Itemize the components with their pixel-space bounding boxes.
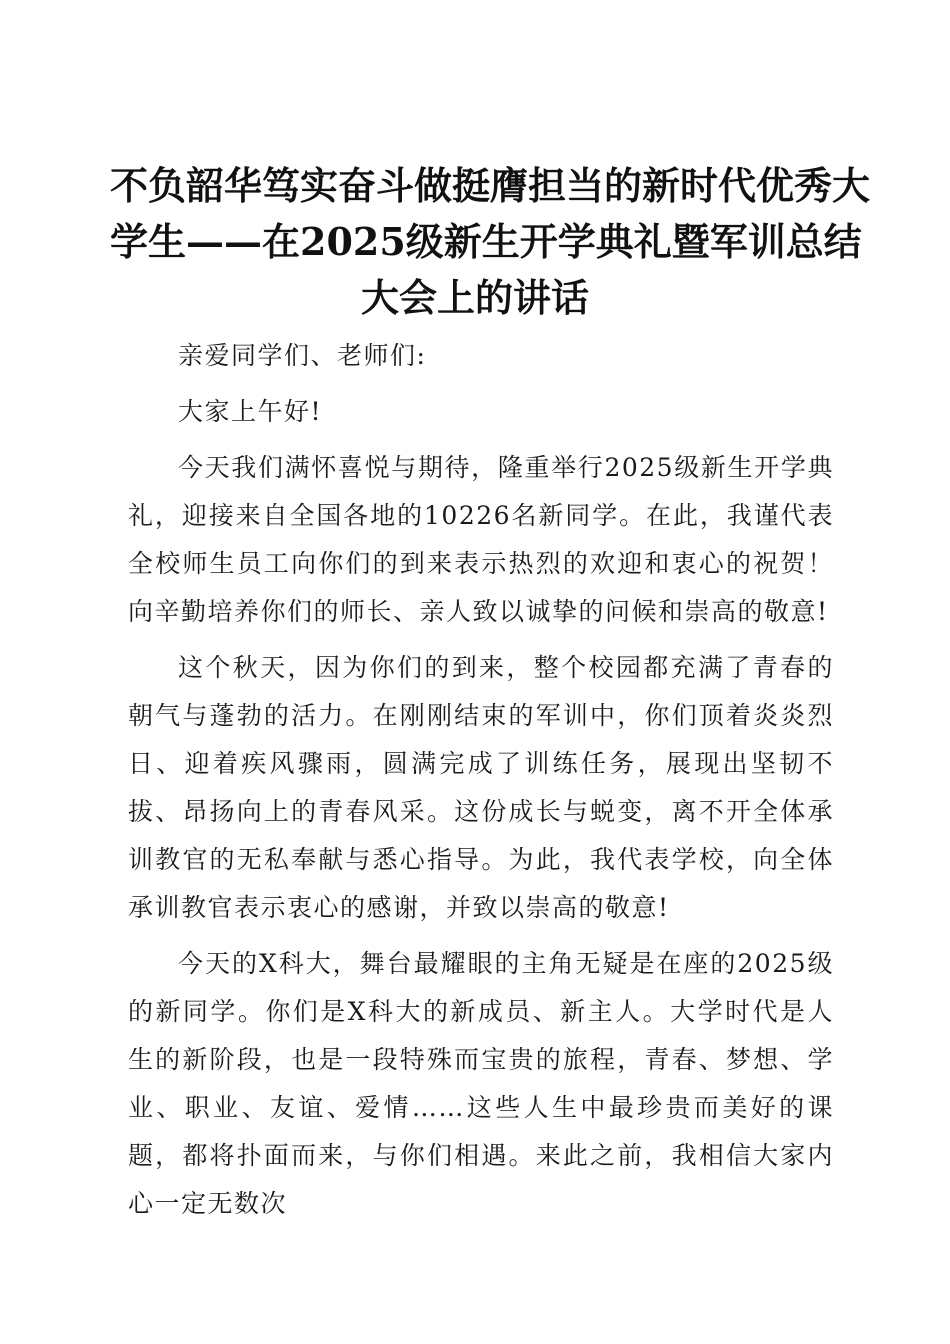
salutation: 大家上午好! xyxy=(178,397,323,426)
title-line-3: 大会上的讲话 xyxy=(360,275,589,320)
document-title xyxy=(110,158,871,326)
greeting: 亲爱同学们、老师们: xyxy=(178,341,427,370)
paragraph-2: 这个秋天，因为你们的到来，整个校园都充满了青春的朝气与蓬勃的活力。在刚刚结束的军训中，你们顶着炎炎烈日、迎着疾风骤雨，圆满完成了训练任务，展现出坚韧不拔、昂扬向上的青春风采。这份成长与蜕变，离不开全体承训教官的无私奉献与悉心指导。为此，我代表学校，向全体承训教官表示衷心的感谢，并致以崇高的敬意! xyxy=(128,653,834,922)
paragraph-1: 今天我们满怀喜悦与期待，隆重举行2025级新生开学典礼，迎接来自全国各地的10226名新同学。在此，我谨代表全校师生员工向你们的到来表示热烈的欢迎和衷心的祝贺！向辛勤培养你们的师长、亲人致以诚挚的问候和崇高的敬意! xyxy=(128,453,834,626)
title-line-2: 学生——在2025级新生开学典礼暨军训总结 xyxy=(110,219,862,264)
paragraph-3: 今天的X科大，舞台最耀眼的主角无疑是在座的2025级的新同学。你们是X科大的新成员、新主人。大学时代是人生的新阶段，也是一段特殊而宝贵的旅程，青春、梦想、学业、职业、友谊、爱情……这些人生中最珍贵而美好的课题，都将扑面而来，与你们相遇。来此之前，我相信大家内心一定无数次 xyxy=(128,949,834,1218)
title-line-1: 不负韶华笃实奋斗做挺膺担当的新时代优秀大 xyxy=(110,163,871,208)
document-body xyxy=(128,332,834,1236)
